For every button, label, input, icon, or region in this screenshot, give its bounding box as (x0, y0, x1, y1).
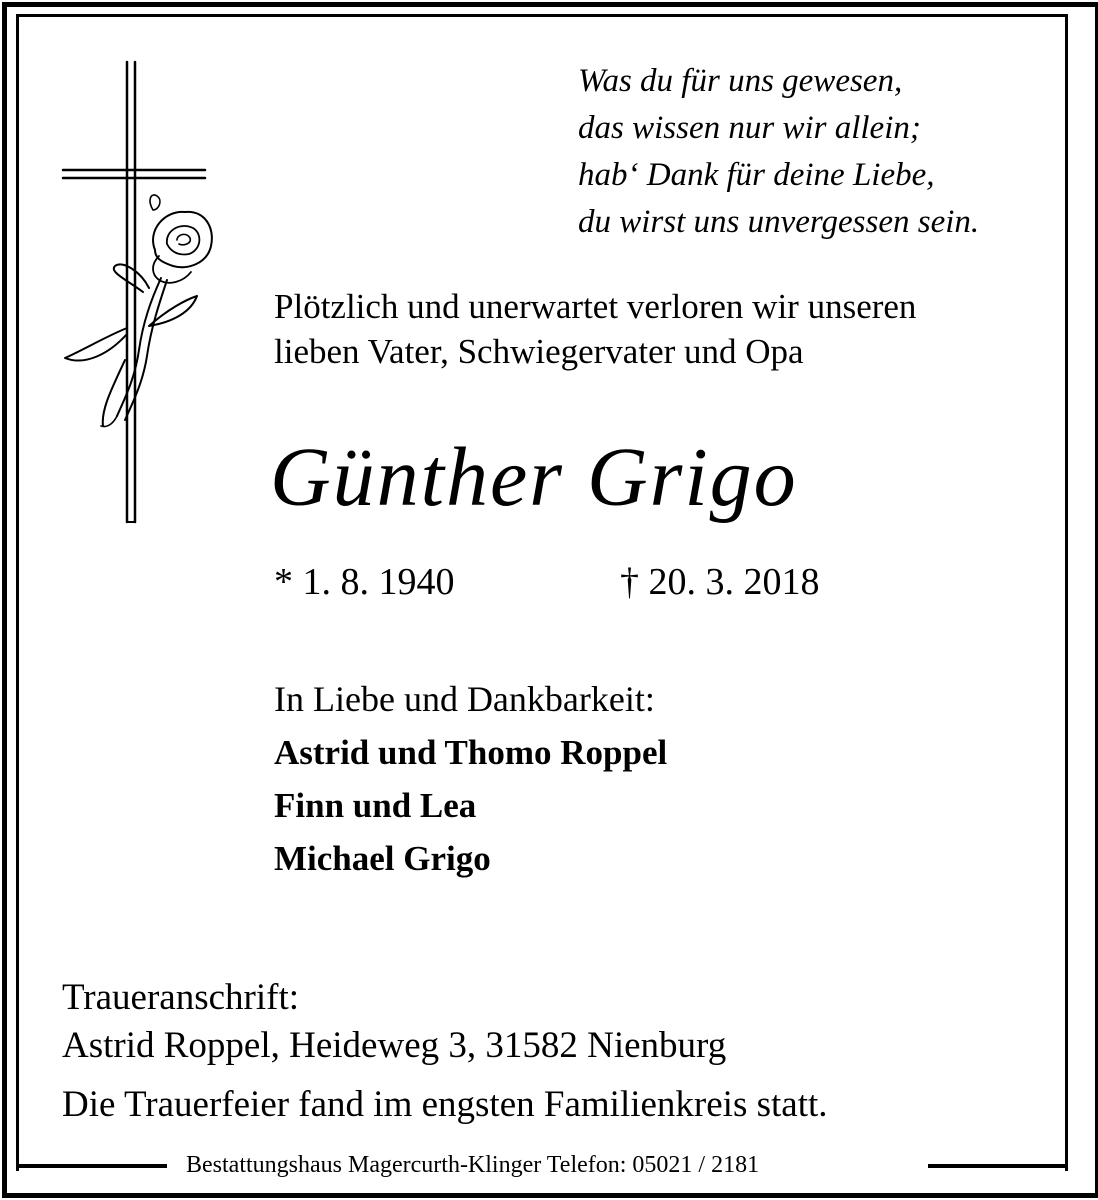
intro-text (274, 284, 916, 374)
mourner-name: Astrid und Thomo Roppel (274, 733, 668, 772)
mourners-heading: In Liebe und Dankbarkeit: (274, 679, 655, 719)
poem-verse (578, 58, 979, 246)
mourning-address (62, 974, 726, 1070)
mourner-name: Finn und Lea (274, 786, 477, 825)
footer-rule-left (19, 1164, 167, 1168)
mourner-name: Michael Grigo (274, 839, 491, 878)
poem-line: hab‘ Dank für deine Liebe, (578, 157, 935, 193)
poem-line: du wirst uns unvergessen sein. (578, 204, 980, 240)
footer-rule-right (928, 1164, 1065, 1168)
funeral-home-footer: Bestattungshaus Magercurth-Klinger Telefon: 05021 / 2181 (186, 1152, 760, 1178)
intro-line: lieben Vater, Schwiegervater und Opa (274, 332, 804, 371)
poem-line: das wissen nur wir allein; (578, 110, 921, 146)
ceremony-note: Die Trauerfeier fand im engsten Familienkreis statt. (62, 1084, 828, 1125)
deceased-name: Günther Grigo (270, 431, 798, 524)
poem-line: Was du für uns gewesen, (578, 63, 903, 99)
mourners-list (274, 727, 667, 886)
address-value: Astrid Roppel, Heideweg 3, 31582 Nienburg (62, 1025, 727, 1066)
birth-date: * 1. 8. 1940 (274, 561, 455, 603)
cross-with-rose-icon (55, 60, 235, 530)
address-label: Traueranschrift: (62, 977, 300, 1018)
death-date: † 20. 3. 2018 (620, 561, 820, 603)
intro-line: Plötzlich und unerwartet verloren wir unseren (274, 287, 917, 326)
